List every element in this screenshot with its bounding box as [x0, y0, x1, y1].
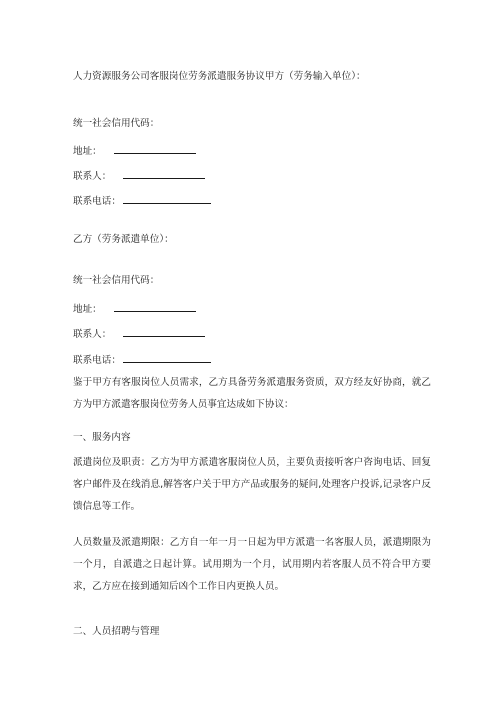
party-b-address-label: 地址：: [73, 304, 102, 315]
section1-duties-paragraph: 派遣岗位及职责：乙方为甲方派遣客服岗位人员，主要负责接听客户咨询电话、回复客户邮件及在线消息,解答客户关于甲方产品或服务的疑问,处理客户投诉,记录客户反馈信息等工作。: [73, 457, 431, 512]
section1-heading: 一、服务内容: [73, 432, 131, 443]
party-a-contact-label: 联系人：: [73, 171, 112, 182]
party-b-phone-row: [73, 352, 211, 367]
party-b-address-blank: [114, 301, 196, 312]
preamble-paragraph: 鉴于甲方有客服岗位人员需求，乙方具备劳务派遣服务资质，双方经友好协商，就乙方为甲方派遣客服岗位劳务人员事宜达成如下协议：: [73, 377, 431, 410]
title-line: 人力资源服务公司客服岗位劳务派遣服务协议甲方（劳务输入单位）：: [73, 71, 366, 82]
party-b-contact-row: [73, 326, 205, 341]
party-a-phone-label: 联系电话：: [73, 196, 121, 207]
party-a-contact-blank: [123, 168, 205, 179]
party-b-phone-blank: [123, 352, 211, 363]
party-b-address-row: [73, 301, 196, 316]
party-b-phone-label: 联系电话：: [73, 355, 121, 366]
party-a-credit-code-label: 统一社会信用代码：: [73, 118, 160, 129]
party-b-credit-code-label: 统一社会信用代码：: [73, 275, 160, 286]
party-a-address-row: [73, 143, 196, 158]
section1-staffing-paragraph: 人员数量及派遣期限：乙方自一年一月一日起为甲方派遣一名客服人员，派遣期限为一个月，自派遣之日起计算。试用期为一个月，试用期内若客服人员不符合甲方要求，乙方应在接到通知后凶个工作日内更换人员。: [73, 537, 431, 592]
party-b-title: 乙方（劳务派遣单位）：: [73, 234, 174, 245]
party-a-phone-blank: [123, 193, 211, 204]
party-b-contact-label: 联系人：: [73, 329, 112, 340]
party-a-address-blank: [114, 143, 196, 154]
party-a-address-label: 地址：: [73, 146, 102, 157]
section2-heading: 二、人员招聘与管理: [73, 626, 160, 637]
party-b-contact-blank: [123, 326, 205, 337]
party-a-phone-row: [73, 193, 211, 208]
party-a-contact-row: [73, 168, 205, 183]
